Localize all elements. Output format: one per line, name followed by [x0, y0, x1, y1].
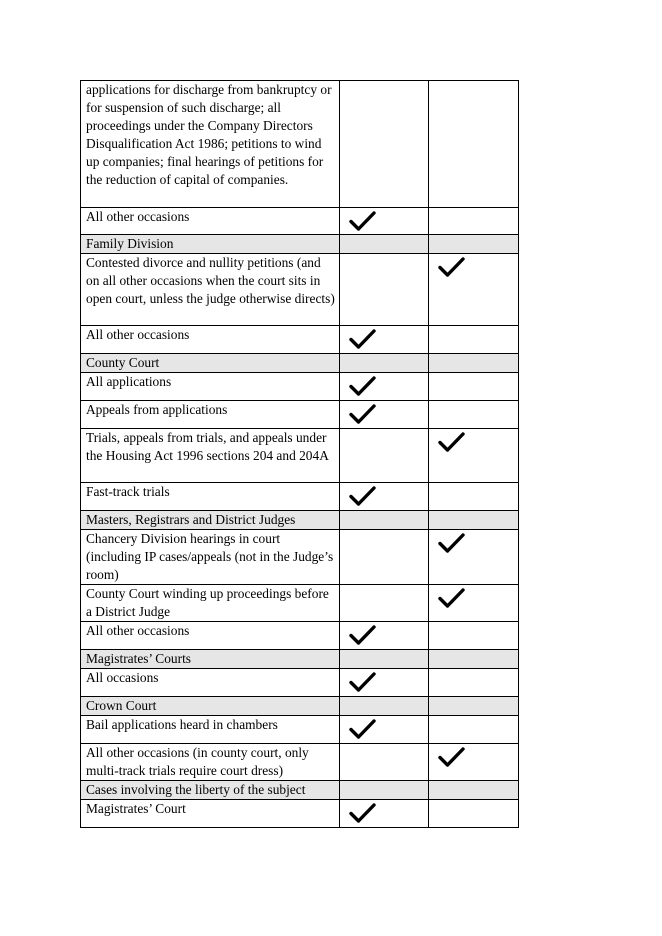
column-3-cell: [429, 697, 519, 716]
column-2-cell: [340, 373, 429, 401]
occasion-cell: All other occasions: [81, 208, 340, 235]
column-2-cell: [340, 669, 429, 697]
column-2-cell: [340, 326, 429, 354]
checkmark-icon: [438, 533, 465, 554]
column-3-cell: [429, 800, 519, 828]
section-header-row: [81, 511, 519, 530]
column-3-cell: [429, 716, 519, 744]
checkmark-icon: [438, 588, 465, 609]
section-header-row: [81, 354, 519, 373]
checkmark-icon: [438, 432, 465, 453]
column-2-cell: [340, 483, 429, 511]
column-2-cell: [340, 401, 429, 429]
column-3-cell: [429, 650, 519, 669]
occasion-cell: County Court winding up proceedings before a District Judge: [81, 585, 340, 622]
column-3-cell: [429, 530, 519, 585]
court-dress-table: [80, 80, 519, 828]
occasion-cell: Contested divorce and nullity petitions (and on all other occasions when the court sits in open court, unless the judge otherwise directs): [81, 254, 340, 326]
column-3-cell: [429, 208, 519, 235]
column-2-cell: [340, 354, 429, 373]
column-3-cell: [429, 235, 519, 254]
column-3-cell: [429, 81, 519, 208]
checkmark-icon: [349, 404, 376, 425]
table-row: [81, 530, 519, 585]
occasion-cell: All applications: [81, 373, 340, 401]
checkmark-icon: [349, 625, 376, 646]
column-3-cell: [429, 483, 519, 511]
table-row: [81, 716, 519, 744]
section-header-row: [81, 235, 519, 254]
section-title: Family Division: [81, 235, 340, 254]
column-3-cell: [429, 373, 519, 401]
occasion-cell: Appeals from applications: [81, 401, 340, 429]
checkmark-icon: [349, 672, 376, 693]
table-row: [81, 669, 519, 697]
column-3-cell: [429, 585, 519, 622]
column-3-cell: [429, 781, 519, 800]
occasion-cell: Fast-track trials: [81, 483, 340, 511]
column-2-cell: [340, 622, 429, 650]
occasion-cell: Trials, appeals from trials, and appeals under the Housing Act 1996 sections 204 and 204A: [81, 429, 340, 483]
table-row: [81, 800, 519, 828]
table-row: [81, 373, 519, 401]
column-2-cell: [340, 744, 429, 781]
occasion-cell: Chancery Division hearings in court (including IP cases/appeals (not in the Judge’s room): [81, 530, 340, 585]
column-3-cell: [429, 429, 519, 483]
table-row: [81, 744, 519, 781]
table-row: [81, 483, 519, 511]
checkmark-icon: [349, 329, 376, 350]
column-2-cell: [340, 697, 429, 716]
section-header-row: [81, 650, 519, 669]
section-header-row: [81, 697, 519, 716]
column-2-cell: [340, 81, 429, 208]
checkmark-icon: [349, 376, 376, 397]
section-header-row: [81, 781, 519, 800]
column-3-cell: [429, 669, 519, 697]
table-row: [81, 585, 519, 622]
occasion-cell: applications for discharge from bankruptcy or for suspension of such discharge; all proceedings under the Company Directors Disqualification Act 1986; petitions to wind up companies; final hearings of petitions for the reduction of capital of companies.: [81, 81, 340, 208]
checkmark-icon: [349, 211, 376, 232]
occasion-cell: All other occasions (in county court, only multi-track trials require court dress): [81, 744, 340, 781]
column-2-cell: [340, 254, 429, 326]
section-title: County Court: [81, 354, 340, 373]
table-row: [81, 254, 519, 326]
occasion-cell: All other occasions: [81, 622, 340, 650]
checkmark-icon: [438, 747, 465, 768]
checkmark-icon: [438, 257, 465, 278]
occasion-cell: Magistrates’ Court: [81, 800, 340, 828]
table-row: [81, 429, 519, 483]
section-title: Magistrates’ Courts: [81, 650, 340, 669]
column-2-cell: [340, 781, 429, 800]
column-3-cell: [429, 354, 519, 373]
section-title: Crown Court: [81, 697, 340, 716]
occasion-cell: All occasions: [81, 669, 340, 697]
table-row: [81, 81, 519, 208]
occasion-cell: Bail applications heard in chambers: [81, 716, 340, 744]
column-3-cell: [429, 254, 519, 326]
column-3-cell: [429, 511, 519, 530]
column-3-cell: [429, 401, 519, 429]
table-row: [81, 622, 519, 650]
section-title: Masters, Registrars and District Judges: [81, 511, 340, 530]
table-row: [81, 208, 519, 235]
checkmark-icon: [349, 486, 376, 507]
checkmark-icon: [349, 803, 376, 824]
column-3-cell: [429, 326, 519, 354]
column-2-cell: [340, 585, 429, 622]
column-2-cell: [340, 208, 429, 235]
section-title: Cases involving the liberty of the subject: [81, 781, 340, 800]
column-2-cell: [340, 650, 429, 669]
column-2-cell: [340, 530, 429, 585]
column-2-cell: [340, 800, 429, 828]
column-3-cell: [429, 744, 519, 781]
table-row: [81, 401, 519, 429]
column-3-cell: [429, 622, 519, 650]
occasion-cell: All other occasions: [81, 326, 340, 354]
checkmark-icon: [349, 719, 376, 740]
column-2-cell: [340, 235, 429, 254]
column-2-cell: [340, 429, 429, 483]
column-2-cell: [340, 511, 429, 530]
table-row: [81, 326, 519, 354]
column-2-cell: [340, 716, 429, 744]
